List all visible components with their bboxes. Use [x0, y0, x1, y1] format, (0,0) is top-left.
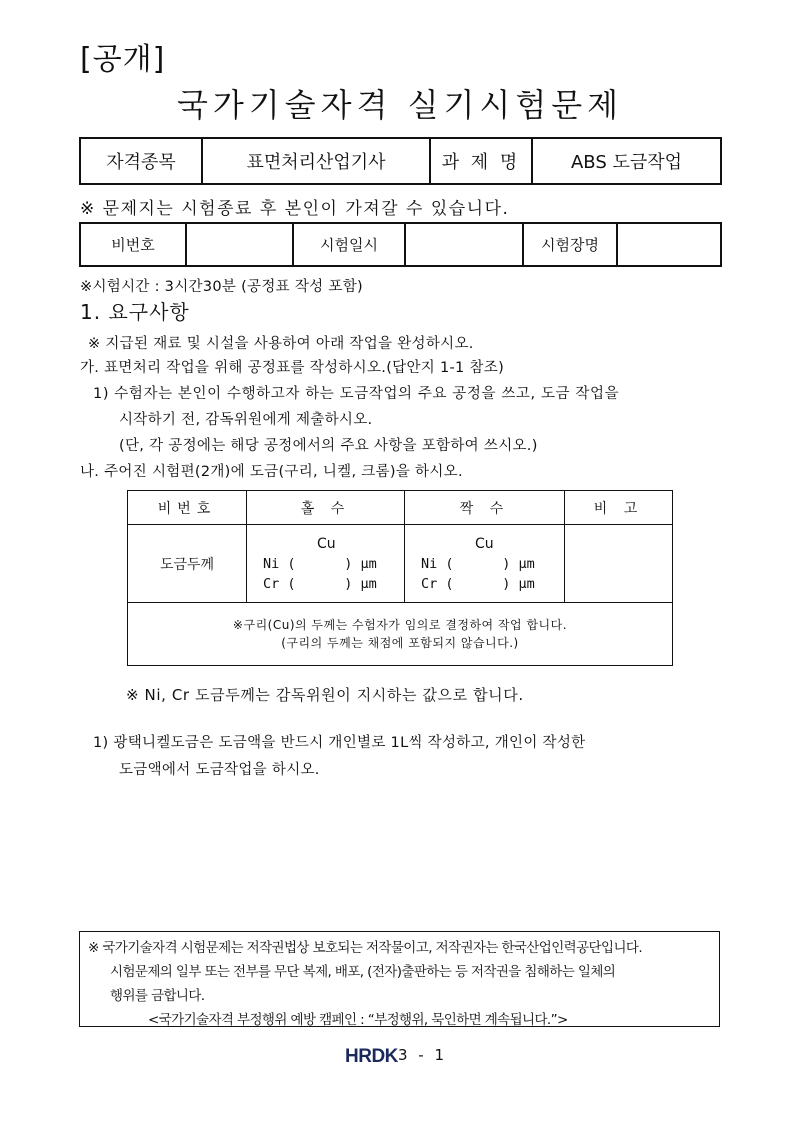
- odd-ni-field[interactable]: Ni ( ) μm: [263, 555, 377, 572]
- exam-date-field[interactable]: [405, 223, 523, 266]
- even-cu-label: Cu: [475, 535, 494, 552]
- exam-place-label: 시험장명: [523, 223, 617, 266]
- even-ni-field[interactable]: Ni ( ) μm: [421, 555, 535, 572]
- row-label-thickness: 도금두께: [128, 525, 247, 603]
- exam-date-label: 시험일시: [293, 223, 405, 266]
- odd-cr-field[interactable]: Cr ( ) μm: [263, 575, 377, 592]
- col-header-odd: 홀 수: [247, 491, 405, 525]
- candidate-info-table: [79, 222, 722, 267]
- even-thickness-cell: [405, 525, 565, 603]
- odd-thickness-cell: [247, 525, 405, 603]
- even-cr-field[interactable]: Cr ( ) μm: [421, 575, 535, 592]
- task-value: ABS 도금작업: [532, 138, 721, 184]
- requirements-title: 1. 요구사항: [80, 300, 190, 324]
- requirement-ga: 가. 표면처리 작업을 위해 공정표를 작성하시오.(답안지 1-1 참조): [80, 360, 505, 376]
- qualification-label: 자격종목: [80, 138, 202, 184]
- copper-note: [128, 603, 673, 666]
- copyright-line2: 시험문제의 일부 또는 전부를 무단 복제, 배포, (전자)출판하는 등 저작권을 침해하는 일체의: [110, 964, 616, 980]
- copyright-notice: [79, 931, 720, 1027]
- requirement-ga-1-line2: 시작하기 전, 감독위원에게 제출하시오.: [119, 412, 373, 428]
- col-header-number: 비번호: [128, 491, 247, 525]
- requirements-intro: ※ 지급된 재료 및 시설을 사용하여 아래 작업을 완성하시오.: [88, 336, 474, 352]
- ni-cr-note: ※ Ni, Cr 도금두께는 감독위원이 지시하는 값으로 합니다.: [126, 686, 524, 704]
- task-label: 과 제 명: [430, 138, 532, 184]
- page-title: 국가기술자격 실기시험문제: [176, 86, 624, 124]
- public-label: [공개]: [80, 42, 166, 77]
- requirement-ga-1-line3: (단, 각 공정에는 해당 공정에서의 주요 사항을 포함하여 쓰시오.): [119, 438, 538, 454]
- remarks-cell[interactable]: [565, 525, 673, 603]
- candidate-number-label: 비번호: [80, 223, 186, 266]
- col-header-remarks: 비 고: [565, 491, 673, 525]
- col-header-even: 짝 수: [405, 491, 565, 525]
- copper-note-line2: (구리의 두께는 채점에 포함되지 않습니다.): [281, 636, 519, 650]
- requirement-ga-1-line1: 1) 수험자는 본인이 수행하고자 하는 도금작업의 주요 공정을 쓰고, 도금 작업을: [93, 386, 620, 402]
- page-number: 3 - 1: [398, 1046, 448, 1064]
- hrdk-logo: HRDK: [345, 1046, 398, 1067]
- requirement-na: 나. 주어진 시험편(2개)에 도금(구리, 니켈, 크롬)을 하시오.: [80, 464, 463, 480]
- qualification-value: 표면처리산업기사: [202, 138, 430, 184]
- qualification-table: [79, 137, 722, 185]
- requirement-na-1-line2: 도금액에서 도금작업을 하시오.: [119, 762, 320, 778]
- copyright-line1: ※ 국가기술자격 시험문제는 저작권법상 보호되는 저작물이고, 저작권자는 한국산업인력공단입니다.: [88, 940, 643, 956]
- copyright-line3: 행위를 금합니다.: [110, 988, 205, 1004]
- plating-thickness-table: [127, 490, 673, 666]
- odd-cu-label: Cu: [317, 535, 336, 552]
- notice-text: ※ 문제지는 시험종료 후 본인이 가져갈 수 있습니다.: [80, 199, 510, 219]
- requirement-na-1-line1: 1) 광택니켈도금은 도금액을 반드시 개인별로 1L씩 작성하고, 개인이 작성한: [93, 735, 586, 751]
- campaign-text: <국가기술자격 부정행위 예방 캠페인 : “부정행위, 묵인하면 계속됩니다.”>: [148, 1012, 568, 1028]
- exam-time: ※시험시간 : 3시간30분 (공정표 작성 포함): [80, 279, 363, 295]
- exam-place-field[interactable]: [617, 223, 721, 266]
- copper-note-line1: ※구리(Cu)의 두께는 수험자가 임의로 결정하여 작업 합니다.: [232, 618, 568, 632]
- candidate-number-field[interactable]: [186, 223, 293, 266]
